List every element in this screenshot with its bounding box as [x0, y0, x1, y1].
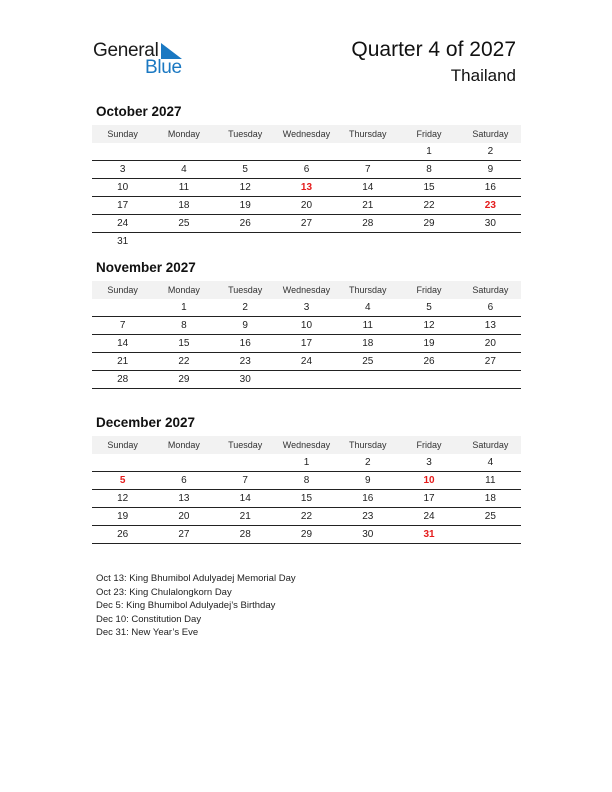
day-cell: 8 [276, 472, 337, 490]
empty-day-cell [153, 143, 214, 161]
day-cell: 28 [92, 371, 153, 389]
day-cell: 9 [460, 161, 521, 179]
month-october [92, 104, 521, 250]
day-cell: 4 [460, 454, 521, 472]
day-cell: 30 [337, 526, 398, 544]
day-cell: 24 [92, 215, 153, 233]
empty-day-cell [153, 454, 214, 472]
holiday-note: Dec 31: New Year’s Eve [96, 627, 199, 639]
weekday-header: Saturday [460, 436, 521, 454]
day-cell: 30 [215, 371, 276, 389]
week-row [92, 161, 521, 179]
week-row [92, 197, 521, 215]
weekday-header: Wednesday [276, 436, 337, 454]
weekday-header-row [92, 436, 521, 454]
weekday-header: Wednesday [276, 281, 337, 299]
day-cell: 14 [215, 490, 276, 508]
day-cell: 18 [153, 197, 214, 215]
day-cell: 22 [153, 353, 214, 371]
day-cell: 30 [460, 215, 521, 233]
day-cell: 8 [153, 317, 214, 335]
empty-day-cell [215, 233, 276, 251]
weekday-header: Thursday [337, 125, 398, 143]
day-cell: 1 [276, 454, 337, 472]
empty-day-cell [276, 233, 337, 251]
day-cell: 13 [153, 490, 214, 508]
week-row [92, 215, 521, 233]
day-cell: 24 [276, 353, 337, 371]
calendar-grid [92, 281, 521, 389]
day-cell: 25 [460, 508, 521, 526]
empty-day-cell [460, 233, 521, 251]
day-cell: 2 [215, 299, 276, 317]
holiday-day-cell: 23 [460, 197, 521, 215]
weekday-header: Wednesday [276, 125, 337, 143]
weekday-header: Friday [398, 436, 459, 454]
day-cell: 20 [276, 197, 337, 215]
empty-day-cell [337, 143, 398, 161]
holiday-note: Dec 5: King Bhumibol Adulyadej’s Birthday [96, 600, 276, 612]
week-row [92, 526, 521, 544]
week-row [92, 317, 521, 335]
day-cell: 27 [460, 353, 521, 371]
week-row [92, 335, 521, 353]
weekday-header: Monday [153, 436, 214, 454]
day-cell: 18 [460, 490, 521, 508]
week-row [92, 299, 521, 317]
holiday-note: Oct 13: King Bhumibol Adulyadej Memorial Day [96, 573, 296, 584]
day-cell: 28 [215, 526, 276, 544]
day-cell: 29 [398, 215, 459, 233]
week-row [92, 472, 521, 490]
day-cell: 16 [460, 179, 521, 197]
empty-day-cell [276, 371, 337, 389]
day-cell: 11 [337, 317, 398, 335]
week-row [92, 454, 521, 472]
day-cell: 3 [276, 299, 337, 317]
holiday-note: Dec 10: Constitution Day [96, 613, 202, 625]
day-cell: 6 [276, 161, 337, 179]
day-cell: 17 [92, 197, 153, 215]
day-cell: 16 [215, 335, 276, 353]
day-cell: 3 [398, 454, 459, 472]
weekday-header: Sunday [92, 125, 153, 143]
empty-day-cell [398, 233, 459, 251]
day-cell: 2 [460, 143, 521, 161]
empty-day-cell [398, 371, 459, 389]
day-cell: 10 [92, 179, 153, 197]
day-cell: 5 [398, 299, 459, 317]
month-title: December 2027 [96, 415, 196, 430]
generalblue-logo [93, 40, 193, 80]
day-cell: 21 [215, 508, 276, 526]
day-cell: 4 [337, 299, 398, 317]
weekday-header-row [92, 281, 521, 299]
weekday-header: Sunday [92, 281, 153, 299]
day-cell: 7 [337, 161, 398, 179]
day-cell: 12 [398, 317, 459, 335]
day-cell: 29 [153, 371, 214, 389]
day-cell: 11 [153, 179, 214, 197]
holiday-note: Oct 23: King Chulalongkorn Day [96, 586, 232, 598]
day-cell: 27 [153, 526, 214, 544]
day-cell: 1 [153, 299, 214, 317]
day-cell: 24 [398, 508, 459, 526]
weekday-header: Monday [153, 281, 214, 299]
month-december [92, 415, 521, 544]
logo-text-blue: Blue [145, 57, 182, 78]
empty-day-cell [215, 454, 276, 472]
holiday-day-cell: 10 [398, 472, 459, 490]
empty-day-cell [460, 371, 521, 389]
weekday-header: Tuesday [215, 436, 276, 454]
empty-day-cell [92, 143, 153, 161]
day-cell: 28 [337, 215, 398, 233]
day-cell: 14 [92, 335, 153, 353]
holiday-day-cell: 13 [276, 179, 337, 197]
day-cell: 25 [153, 215, 214, 233]
day-cell: 15 [276, 490, 337, 508]
logo-text-general: General [93, 40, 159, 61]
day-cell: 18 [337, 335, 398, 353]
week-row [92, 508, 521, 526]
day-cell: 26 [92, 526, 153, 544]
day-cell: 19 [398, 335, 459, 353]
weekday-header: Saturday [460, 125, 521, 143]
day-cell: 8 [398, 161, 459, 179]
empty-day-cell [92, 454, 153, 472]
day-cell: 23 [337, 508, 398, 526]
weekday-header: Monday [153, 125, 214, 143]
day-cell: 10 [276, 317, 337, 335]
calendar-grid [92, 125, 521, 250]
country-name: Thailand [450, 66, 516, 85]
day-cell: 29 [276, 526, 337, 544]
calendar-grid [92, 436, 521, 544]
holiday-day-cell: 5 [92, 472, 153, 490]
day-cell: 19 [215, 197, 276, 215]
holiday-day-cell: 31 [398, 526, 459, 544]
day-cell: 13 [460, 317, 521, 335]
day-cell: 12 [215, 179, 276, 197]
day-cell: 26 [215, 215, 276, 233]
weekday-header: Sunday [92, 436, 153, 454]
empty-day-cell [276, 143, 337, 161]
weekday-header: Thursday [337, 281, 398, 299]
empty-day-cell [153, 233, 214, 251]
empty-day-cell [337, 371, 398, 389]
weekday-header: Friday [398, 281, 459, 299]
day-cell: 27 [276, 215, 337, 233]
empty-day-cell [215, 143, 276, 161]
day-cell: 11 [460, 472, 521, 490]
day-cell: 6 [460, 299, 521, 317]
day-cell: 7 [215, 472, 276, 490]
weekday-header: Saturday [460, 281, 521, 299]
week-row [92, 143, 521, 161]
day-cell: 14 [337, 179, 398, 197]
day-cell: 23 [215, 353, 276, 371]
day-cell: 25 [337, 353, 398, 371]
day-cell: 5 [215, 161, 276, 179]
day-cell: 22 [276, 508, 337, 526]
month-november [92, 260, 521, 389]
day-cell: 1 [398, 143, 459, 161]
day-cell: 21 [92, 353, 153, 371]
day-cell: 22 [398, 197, 459, 215]
day-cell: 17 [398, 490, 459, 508]
empty-day-cell [460, 526, 521, 544]
weekday-header: Thursday [337, 436, 398, 454]
week-row [92, 179, 521, 197]
holiday-notes [96, 572, 296, 640]
day-cell: 9 [337, 472, 398, 490]
day-cell: 26 [398, 353, 459, 371]
week-row [92, 233, 521, 251]
day-cell: 3 [92, 161, 153, 179]
day-cell: 21 [337, 197, 398, 215]
weekday-header: Tuesday [215, 281, 276, 299]
month-title: November 2027 [96, 260, 196, 275]
week-row [92, 490, 521, 508]
week-row [92, 353, 521, 371]
day-cell: 15 [153, 335, 214, 353]
weekday-header-row [92, 125, 521, 143]
day-cell: 20 [460, 335, 521, 353]
empty-day-cell [92, 299, 153, 317]
day-cell: 2 [337, 454, 398, 472]
day-cell: 16 [337, 490, 398, 508]
weekday-header: Friday [398, 125, 459, 143]
page-title: Quarter 4 of 2027 [351, 38, 516, 61]
day-cell: 7 [92, 317, 153, 335]
day-cell: 9 [215, 317, 276, 335]
month-title: October 2027 [96, 104, 182, 119]
day-cell: 12 [92, 490, 153, 508]
day-cell: 17 [276, 335, 337, 353]
day-cell: 15 [398, 179, 459, 197]
day-cell: 31 [117, 236, 129, 247]
week-row [92, 371, 521, 389]
weekday-header: Tuesday [215, 125, 276, 143]
day-cell: 19 [92, 508, 153, 526]
day-cell: 20 [153, 508, 214, 526]
day-cell: 6 [153, 472, 214, 490]
empty-day-cell [337, 233, 398, 251]
day-cell: 4 [153, 161, 214, 179]
